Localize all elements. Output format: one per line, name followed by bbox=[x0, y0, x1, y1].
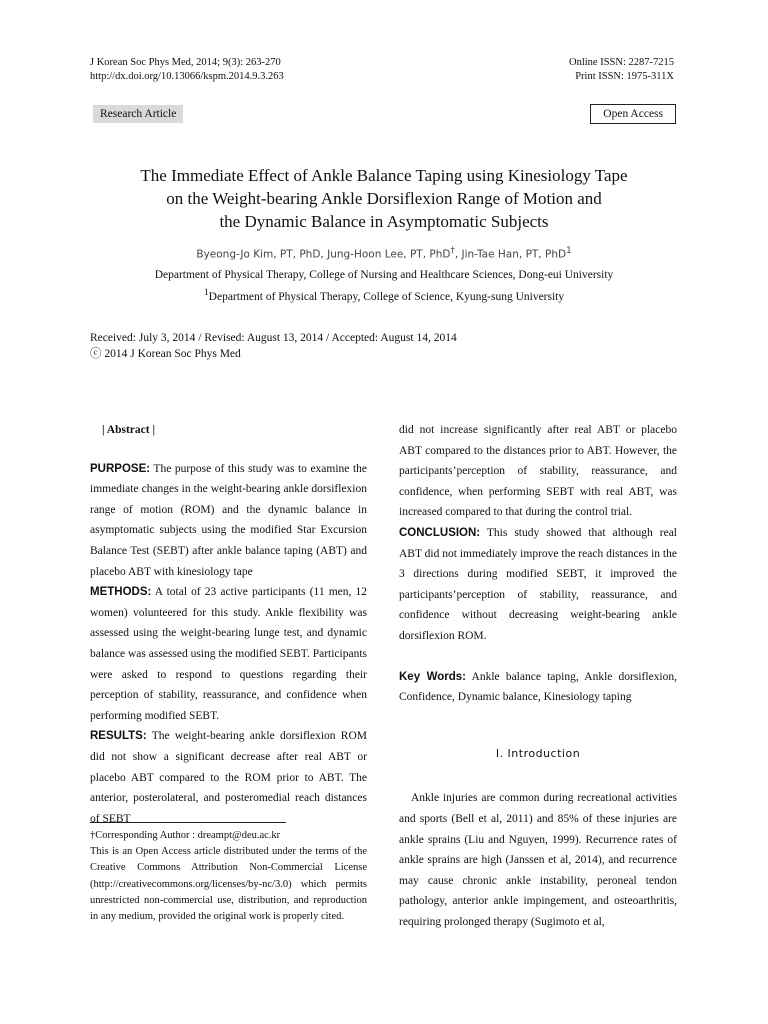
keywords-text: Ankle balance taping, Ankle dorsiflexion, Confidence, Dynamic balance, Kinesiology taping bbox=[399, 670, 677, 704]
conclusion-paragraph bbox=[399, 523, 677, 647]
affiliation-2-mark: 1 bbox=[203, 287, 209, 298]
footnote-divider bbox=[90, 822, 286, 823]
affiliations bbox=[80, 267, 688, 306]
abstract-left-column bbox=[90, 420, 367, 829]
methods-paragraph bbox=[90, 582, 367, 726]
keywords-gap bbox=[399, 647, 677, 667]
title-line-3: the Dynamic Balance in Asymptomatic Subjects bbox=[219, 212, 549, 231]
affiliation-mark: 1 bbox=[566, 246, 572, 256]
author-1: Byeong-Jo Kim, PT, PhD, bbox=[196, 248, 328, 261]
conclusion-text: This study showed that although real ABT did not immediately improve the reach distances in the 3 directions during modified SEBT, it improved the participants’perception of stability, reassurance, and confidence without decreasing weight-bearing ankle dorsiflexion ROM. bbox=[399, 526, 677, 642]
methods-label: METHODS: bbox=[90, 586, 152, 599]
affiliation-2-text: Department of Physical Therapy, College of Science, Kyung-sung University bbox=[208, 290, 565, 303]
purpose-paragraph bbox=[90, 459, 367, 583]
research-article-badge: Research Article bbox=[93, 105, 183, 123]
corresponding-author: †Corresponding Author : dreampt@deu.ac.kr bbox=[90, 830, 281, 841]
purpose-text: The purpose of this study was to examine the immediate changes in the weight-bearing ankle dorsiflexion range of motion (ROM) and the dynamic balance in asymptomatic subjects using the modified Star Excursion Balance Test (SEBT) after ankle balance taping (ABT) and placebo ABT with kinesiology tape bbox=[90, 462, 367, 578]
results-text-part-1: The weight-bearing ankle dorsiflexion ROM did not show a significant decrease after real ABT or placebo ABT compared to the ROM prior to ABT. The anterior, posterolateral, and posteromedial reach distances of SEBT bbox=[90, 730, 367, 825]
copyright-line: ⓒ 2014 J Korean Soc Phys Med bbox=[90, 348, 241, 360]
article-dates bbox=[90, 330, 457, 362]
author-3: , Jin-Tae Han, PT, PhD bbox=[454, 248, 567, 261]
journal-citation: J Korean Soc Phys Med, 2014; 9(3): 263-270 bbox=[90, 57, 281, 68]
results-label: RESULTS: bbox=[90, 730, 147, 743]
footnote bbox=[90, 828, 367, 925]
results-paragraph-end: did not increase significantly after real ABT or placebo ABT compared to the distances prior to ABT. However, the participants’perception of stability, reassurance, and confidence, when performing SEBT with real ABT, was increased compared to that during the control trial. bbox=[399, 424, 677, 519]
author-2: Jung-Hoon Lee, PT, PhD bbox=[327, 248, 451, 261]
affiliation-1: Department of Physical Therapy, College of Nursing and Healthcare Sciences, Dong-eui University bbox=[154, 269, 614, 281]
purpose-label: PURPOSE: bbox=[90, 462, 151, 475]
keywords-paragraph bbox=[399, 667, 677, 708]
paper-title bbox=[80, 164, 688, 233]
results-paragraph-start bbox=[90, 726, 367, 829]
issn-header bbox=[569, 56, 674, 84]
abstract-heading: | Abstract | bbox=[102, 424, 155, 436]
history-dates: Received: July 3, 2014 / Revised: August 13, 2014 / Accepted: August 14, 2014 bbox=[90, 332, 457, 344]
online-issn: Online ISSN: 2287-7215 bbox=[569, 57, 674, 68]
corresponding-dagger: † bbox=[450, 246, 455, 256]
license-text: This is an Open Access article distributed under the terms of the Creative Commons Attribution Non-Commercial License (http://creativecommons.org/licenses/by-nc/3.0) which permits unrestricted non-commercial use, distribution, and reproduction in any medium, provided the original work is properly cited. bbox=[90, 846, 367, 923]
conclusion-label: CONCLUSION: bbox=[399, 526, 481, 539]
affiliation-2 bbox=[80, 284, 688, 306]
introduction-heading: Ⅰ. Introduction bbox=[495, 746, 581, 760]
journal-header bbox=[90, 56, 284, 84]
introduction-text: Ankle injuries are common during recreational activities and sports (Bell et al, 2011) and 85% of these injuries are ankle sprains (Liu and Nguyen, 1999). Recurrence rates of ankle sprains are high (Janssen et al, 2014), and recurrence may cause chronic ankle instability, peroneal tendon pathology, anterior ankle impingement, and osteoarthritis, requiring prolonged therapy (Sugimoto et al, bbox=[399, 792, 677, 928]
title-line-2: on the Weight-bearing Ankle Dorsiflexion Range of Motion and bbox=[166, 189, 602, 208]
methods-text: A total of 23 active participants (11 men, 12 women) volunteered for this study. Ankle flexibility was assessed using the weight-bearing lunge test, and dynamic balance was assessed using the modified SEBT. Participants were asked to respond to questions regarding their perception of stability, reassurance, and confidence when performing modified SEBT. bbox=[90, 586, 368, 722]
print-issn: Print ISSN: 1975-311X bbox=[575, 71, 674, 82]
open-access-badge: Open Access bbox=[590, 104, 676, 124]
abstract-right-column bbox=[399, 420, 677, 932]
author-list bbox=[80, 246, 688, 261]
doi-link[interactable]: http://dx.doi.org/10.13066/kspm.2014.9.3.263 bbox=[90, 71, 284, 82]
title-line-1: The Immediate Effect of Ankle Balance Taping using Kinesiology Tape bbox=[140, 166, 628, 185]
keywords-label: Key Words: bbox=[399, 670, 466, 683]
